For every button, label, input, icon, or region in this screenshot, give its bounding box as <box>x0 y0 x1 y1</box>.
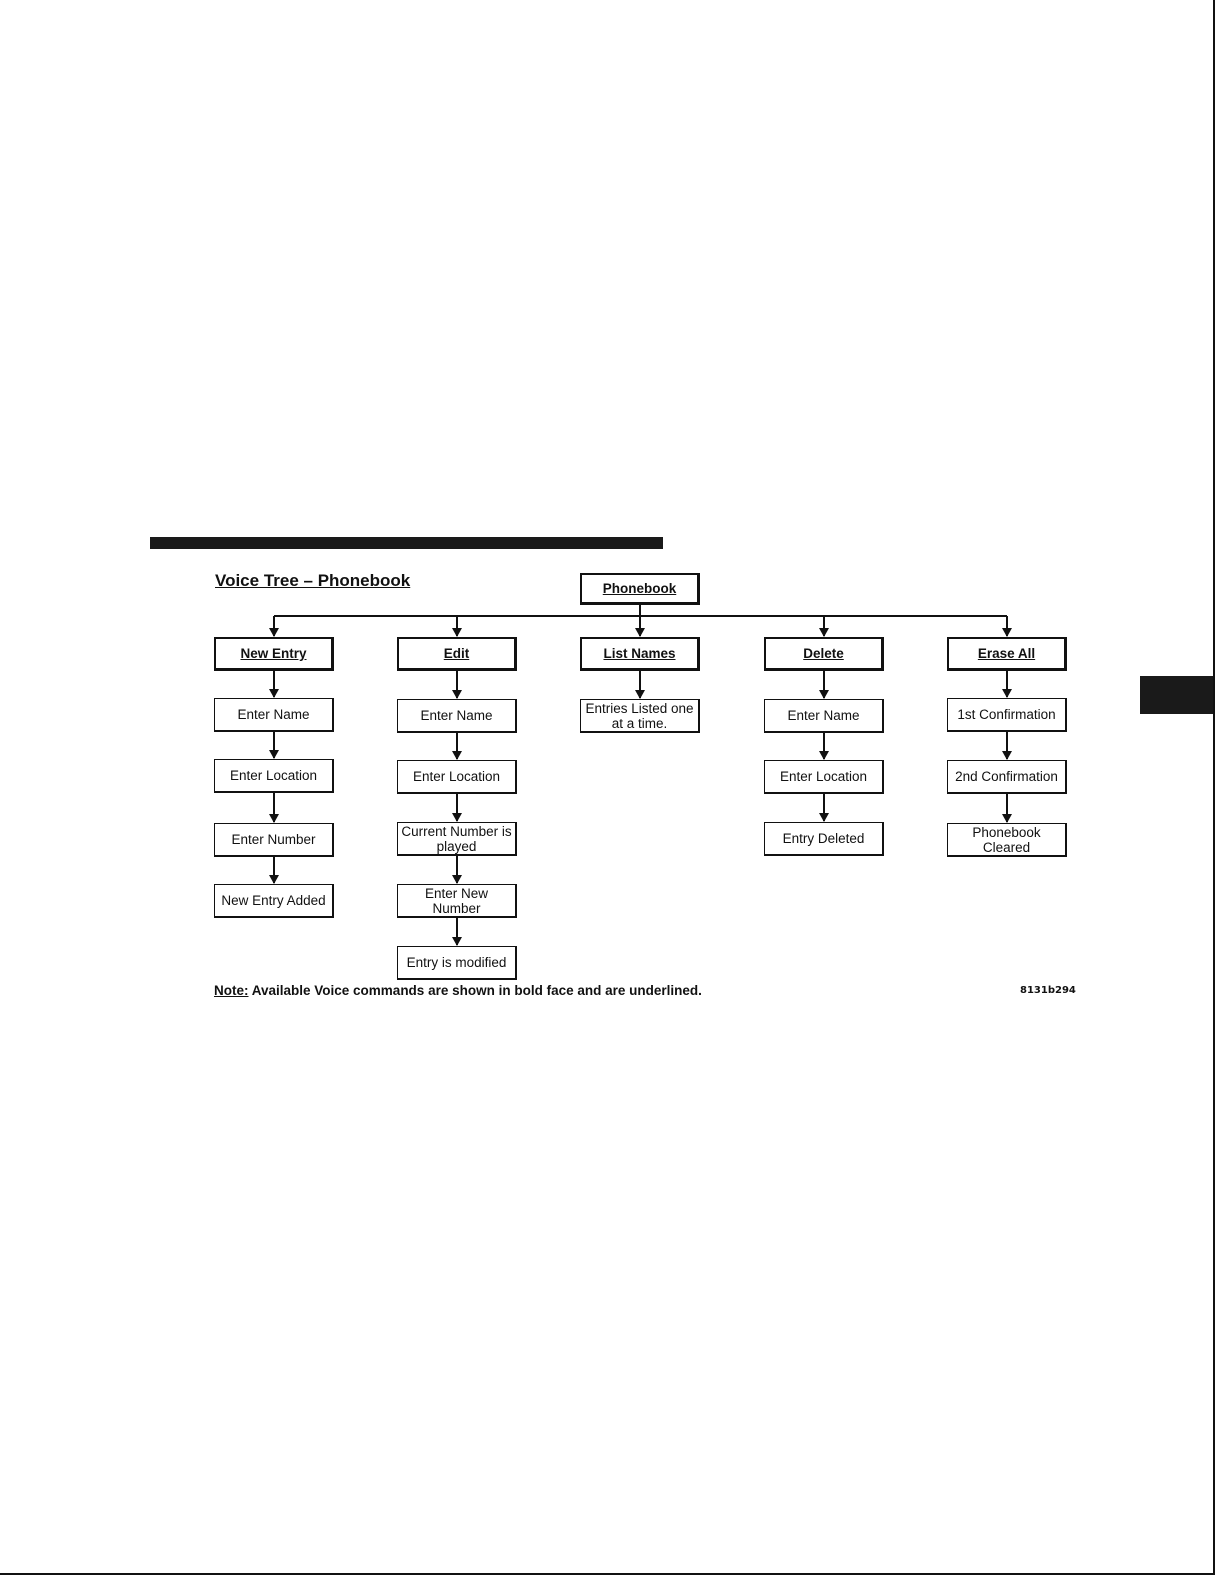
root-node-phonebook: Phonebook <box>580 573 700 605</box>
step-node-edit-4: Enter New Number <box>397 884 517 918</box>
note-label: Note: <box>214 983 249 998</box>
step-node-new-entry-3: Enter Number <box>214 823 334 857</box>
step-node-delete-3: Entry Deleted <box>764 822 884 856</box>
step-node-edit-1: Enter Name <box>397 699 517 733</box>
step-node-erase-all-3: Phonebook Cleared <box>947 823 1067 857</box>
step-node-delete-1: Enter Name <box>764 699 884 733</box>
command-node-erase-all: Erase All <box>947 637 1067 671</box>
step-node-new-entry-1: Enter Name <box>214 698 334 732</box>
diagram-note <box>214 983 702 998</box>
command-node-list-names: List Names <box>580 637 700 671</box>
diagram-title: Voice Tree – Phonebook <box>215 571 411 590</box>
step-node-delete-2: Enter Location <box>764 760 884 794</box>
step-node-list-names-1: Entries Listed one at a time. <box>580 699 700 733</box>
step-node-erase-all-1: 1st Confirmation <box>947 698 1067 732</box>
step-node-new-entry-2: Enter Location <box>214 759 334 793</box>
step-node-new-entry-4: New Entry Added <box>214 884 334 918</box>
command-node-new-entry: New Entry <box>214 637 334 671</box>
step-node-erase-all-2: 2nd Confirmation <box>947 760 1067 794</box>
step-node-edit-3: Current Number is played <box>397 822 517 856</box>
step-node-edit-2: Enter Location <box>397 760 517 794</box>
step-node-edit-5: Entry is modified <box>397 946 517 980</box>
command-node-edit: Edit <box>397 637 517 671</box>
figure-code: 8131b294 <box>1020 985 1076 996</box>
note-text: Available Voice commands are shown in bold face and are underlined. <box>248 983 702 998</box>
command-node-delete: Delete <box>764 637 884 671</box>
